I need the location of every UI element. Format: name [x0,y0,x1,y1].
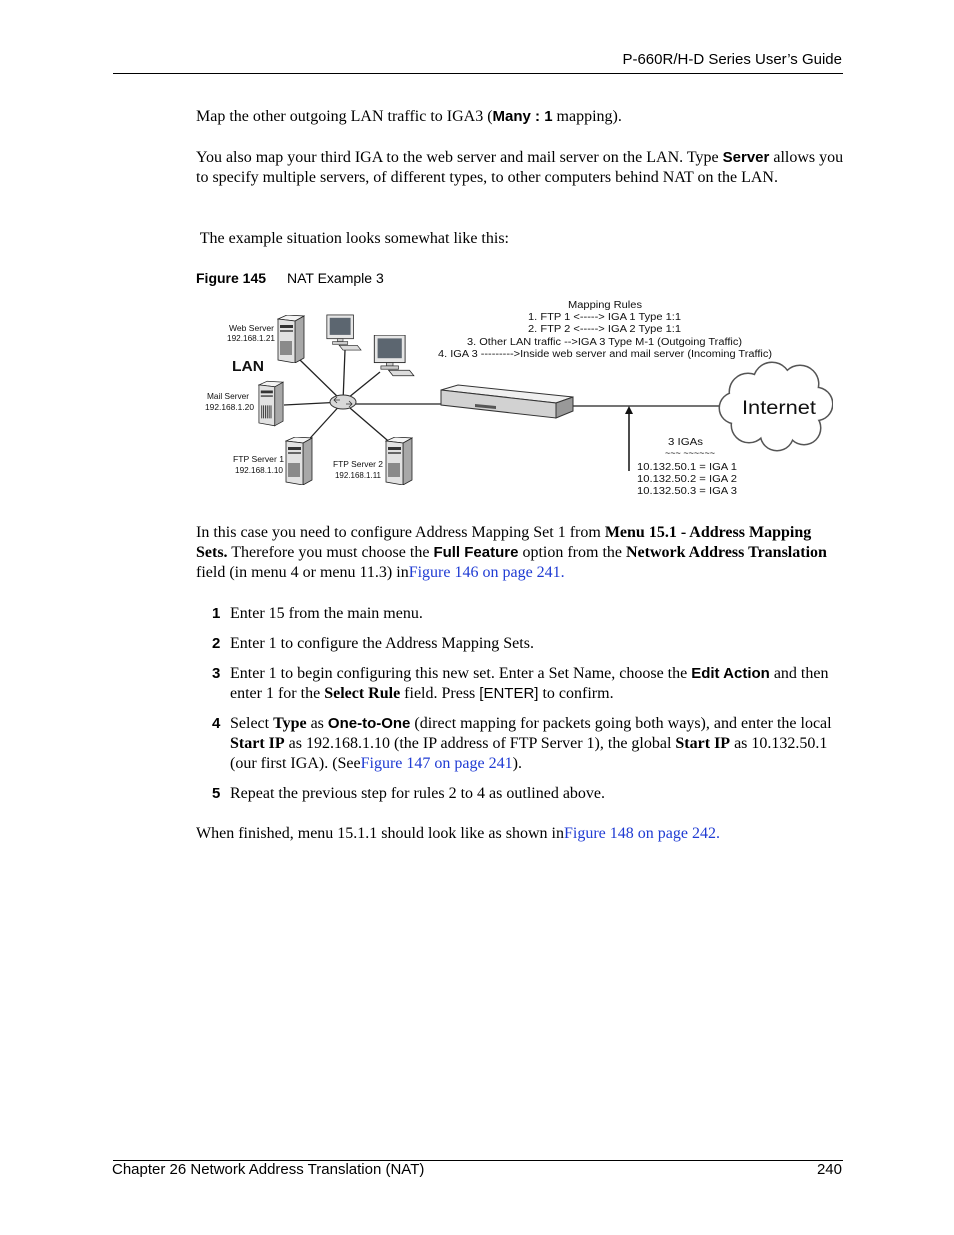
figure-label: Figure 145 [196,270,267,286]
text: field. Press [400,685,480,702]
text: Map the other outgoing LAN traffic to IGA3 ( [196,108,493,125]
link-ftp-server-2 [343,402,394,446]
paragraph-configure-mapping-set [196,523,844,583]
link-figure-146[interactable]: Figure 146 on page 241. [408,564,565,581]
term-menu-15-1: Menu 15.1 - Address Mapping Sets. [196,524,812,561]
text: Select [230,715,274,732]
text: Enter 1 to begin configuring this new set. Enter a Set Name, choose the [230,665,692,682]
workstation-2-icon [374,335,414,376]
text: When finished, menu 15.1.1 should look like as shown in [196,825,564,842]
step-number: 1 [212,605,221,622]
text: mapping). [552,108,622,125]
arrow-up-icon [625,406,633,471]
text: to confirm. [538,685,614,702]
ftp-server-1-icon [286,437,312,485]
step-text [230,664,844,704]
mapping-rule: 2. FTP 2 <-----> IGA 2 Type 1:1 [528,324,682,335]
text: as 10.132.50.1 (our first IGA). (See [230,735,828,772]
figure-caption: NAT Example 3 [287,270,384,286]
step-text [230,714,844,774]
hub-icon [330,395,356,409]
step-number: 2 [212,635,221,652]
mapping-rule: 4. IGA 3 --------->Inside web server and mail server (Incoming Traffic) [438,349,772,360]
mail-server-icon [259,381,283,426]
igas-underline: ~~~ ~~~~~~ [665,448,715,458]
step-number: 5 [212,785,221,802]
term-full-feature: Full Feature [433,544,519,561]
step-number: 4 [212,715,221,732]
link-figure-148[interactable]: Figure 148 on page 242. [563,825,720,842]
paragraph-closing [196,824,844,844]
router-device-icon [441,385,573,418]
lan-label: LAN [232,358,264,375]
paragraph-server-type [196,148,844,188]
text: (direct mapping for packets going both ways), and enter the local [410,715,832,732]
link-workstation-1 [343,350,345,402]
term-edit-action: Edit Action [691,665,770,682]
link-figure-147[interactable]: Figure 147 on page 241 [360,755,513,772]
ftp-server-1-ip: 192.168.1.10 [235,466,284,475]
text: Therefore you must choose the [227,544,434,561]
iga-address: 10.132.50.3 = IGA 3 [637,485,738,497]
ftp-server-2-name: FTP Server 2 [333,460,384,469]
term-many-to-one: Many : 1 [492,108,553,125]
web-server-icon [278,315,304,363]
paragraph-example-intro: The example situation looks somewhat like this: [196,230,509,247]
ftp-server-2-icon [386,437,412,485]
footer-chapter: Chapter 26 Network Address Translation (NAT) [112,1161,425,1178]
term-start-ip: Start IP [675,735,731,752]
text: and then enter 1 for the [230,665,829,702]
term-server: Server [722,149,770,166]
text: field (in menu 4 or menu 11.3) in [196,564,409,581]
key-enter: [ENTER] [479,685,539,702]
term-select-rule: Select Rule [324,685,401,702]
header-rule [113,73,843,74]
step-number: 3 [212,665,221,682]
step-text: Enter 15 from the main menu. [230,605,423,622]
mapping-rules-title: Mapping Rules [568,300,642,311]
paragraph-iga3-mapping [196,107,844,127]
internet-label: Internet [742,398,817,419]
term-type: Type [273,715,307,732]
mail-server-ip: 192.168.1.20 [205,403,255,412]
mapping-rule: 3. Other LAN traffic -->IGA 3 Type M-1 (Outgoing Traffic) [467,337,742,348]
nat-example-diagram [205,297,833,499]
running-header-title: P-660R/H-D Series User’s Guide [622,51,842,68]
iga-address: 10.132.50.1 = IGA 1 [637,461,738,473]
ftp-server-1-name: FTP Server 1 [233,455,285,464]
text: as [306,715,328,732]
web-server-ip: 192.168.1.21 [227,334,276,343]
term-start-ip: Start IP [230,735,285,752]
text: In this case you need to configure Address Mapping Set 1 from [196,524,605,541]
igas-title: 3 IGAs [668,437,703,448]
mapping-rule: 1. FTP 1 <-----> IGA 1 Type 1:1 [528,312,682,323]
step-text: Enter 1 to configure the Address Mapping Sets. [230,635,534,652]
iga-address: 10.132.50.2 = IGA 2 [637,473,738,485]
web-server-name: Web Server [229,324,275,333]
text: You also map your third IGA to the web server and mail server on the LAN. Type [196,149,723,166]
text: allows you to specify multiple servers, of different types, to other computers behind NAT on the LAN. [196,149,844,186]
step-text: Repeat the previous step for rules 2 to 4 as outlined above. [230,785,606,802]
text: as 192.168.1.10 (the IP address of FTP Server 1), the global [284,735,676,752]
workstation-1-icon [327,315,361,350]
text: ). [512,755,522,772]
text: option from the [518,544,626,561]
term-network-address-translation: Network Address Translation [626,544,827,561]
mail-server-name: Mail Server [207,392,250,401]
page-number: 240 [816,1161,842,1178]
term-one-to-one: One-to-One [327,715,411,732]
ftp-server-2-ip: 192.168.1.11 [335,471,382,480]
